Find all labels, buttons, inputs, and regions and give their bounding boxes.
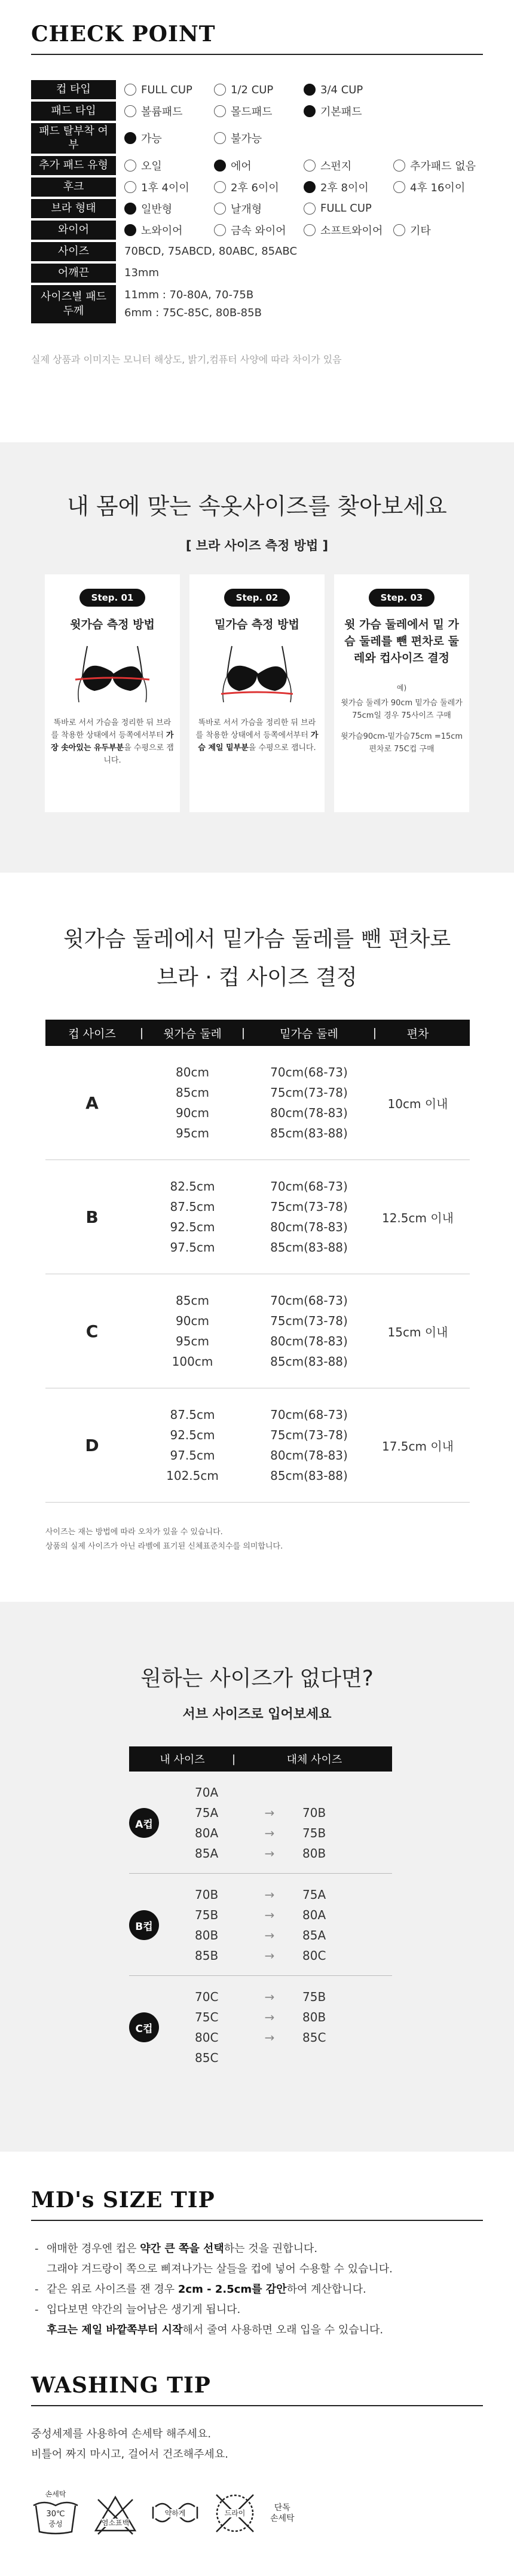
cup-badge: C컵: [129, 2012, 159, 2042]
size-chart-header: [45, 1020, 470, 1046]
alt-size-group: [129, 1772, 392, 1874]
size-chart-body: [45, 1046, 470, 1503]
under-bust-values: 70cm(68-73) 75cm(73-78) 80cm(78-83) 85cm(83-88): [270, 1065, 348, 1140]
size-note-1: 사이즈는 재는 방법에 따라 오차가 있을 수 있습니다.: [45, 1528, 223, 1537]
header-separator: |: [372, 1026, 377, 1039]
radio-unchecked-icon: [214, 132, 226, 144]
check-row-label: 브라 형태: [31, 199, 116, 218]
check-row-label: 추가 패드 유형: [31, 156, 116, 175]
check-row: [31, 264, 483, 283]
header-separator: |: [139, 1026, 144, 1039]
step-description: 똑바로 서서 가슴을 정리한 뒤 브라를 착용한 상태에서 등쪽에서부터 가슴 제일 밑부분을 수평으로 잽니다.: [195, 718, 319, 752]
md-tip-item-cont: 후크는 제일 바깥쪽부터 시작해서 줄여 사용하면 오래 입을 수 있습니다.: [47, 2324, 384, 2336]
radio-unchecked-icon: [124, 181, 136, 193]
size-chart-table: [45, 1020, 470, 1503]
cup-badge: B컵: [129, 1910, 159, 1940]
difference-value: 12.5cm 이내: [381, 1210, 454, 1225]
difference-value: 15cm 이내: [387, 1324, 448, 1339]
radio-checked-icon: [124, 132, 136, 144]
md-tip-item-cont: 그래야 겨드랑이 쪽으로 삐져나가는 살들을 컵에 넣어 수용할 수 있습니다.: [47, 2263, 393, 2275]
check-row-label: 사이즈: [31, 242, 116, 261]
check-option: 일반형: [124, 201, 214, 216]
check-option: 날개형: [214, 201, 304, 216]
step-card-1: [45, 574, 180, 812]
check-option: 3/4 CUP: [304, 84, 393, 96]
my-size-list: 70A 75A 80A 85A: [195, 1785, 219, 1861]
header-alt-size: 대체 사이즈: [286, 1754, 342, 1766]
check-option: 4후 16이이: [393, 179, 483, 195]
header-top-bust: 윗가슴 둘레: [163, 1027, 222, 1041]
alt-size-group: [129, 1976, 392, 2078]
check-row-label: 와이어: [31, 221, 116, 240]
hand-wash-30-icon: 손세탁 30℃ 중성: [31, 2489, 80, 2538]
radio-unchecked-icon: [393, 224, 405, 236]
header-cup-size: 컵 사이즈: [68, 1027, 116, 1041]
alt-size-list: 75A 80A 85A 80C: [302, 1887, 326, 1963]
size-chart-title-1: 윗가슴 둘레에서 밑가슴 둘레를 뺀 편차로: [63, 927, 451, 952]
title-divider: [31, 54, 483, 55]
step-badge: Step. 02: [224, 589, 290, 607]
header-under-bust: 밑가슴 둘레: [280, 1027, 338, 1041]
check-option: 오일: [124, 158, 214, 173]
arrow-right-icon: →: [264, 1928, 275, 1942]
check-row-label: 패드 타입: [31, 102, 116, 121]
alt-size-group: [129, 1874, 392, 1976]
radio-unchecked-icon: [214, 84, 226, 96]
radio-unchecked-icon: [124, 105, 136, 117]
measure-subtitle: [ 브라 사이즈 측정 방법 ]: [185, 539, 329, 553]
pad-thickness-value: 11mm : 70-80A, 70-75B 6mm : 75C-85C, 80B-85B: [124, 288, 262, 319]
step-badge: Step. 01: [79, 589, 146, 607]
top-bust-values: 80cm 85cm 90cm 95cm: [176, 1065, 209, 1140]
check-row: [31, 199, 483, 218]
step-card-2: [189, 574, 325, 812]
arrow-right-icon: →: [264, 1887, 275, 1902]
arrow-right-icon: [237, 1782, 302, 1803]
top-bust-values: 85cm 90cm 95cm 100cm: [172, 1293, 213, 1369]
under-bust-values: 70cm(68-73) 75cm(73-78) 80cm(78-83) 85cm(83-88): [270, 1293, 348, 1369]
alt-size-list: 70B 75B 80B: [302, 1806, 326, 1861]
check-option: 1후 4이이: [124, 179, 214, 195]
check-row: [31, 242, 483, 261]
radio-checked-icon: [124, 224, 136, 236]
check-row: [31, 178, 483, 197]
header-difference: 편차: [406, 1027, 429, 1041]
arrow-right-icons: [237, 1782, 302, 1864]
step-card-3: [334, 574, 469, 812]
alt-size-body: [129, 1772, 392, 2078]
step-example-1: 윗가슴 둘레가 90cm 밑가슴 둘레가 75cm일 경우 75사이즈 구매: [341, 699, 463, 720]
wash-separately-label: 단독 손세탁: [270, 2503, 295, 2523]
alt-size-list: 75B 80B 85C: [302, 1990, 326, 2045]
wash-line-1: 중성세제를 사용하여 손세탁 해주세요.: [31, 2428, 212, 2440]
under-bust-values: 70cm(68-73) 75cm(73-78) 80cm(78-83) 85cm(83-88): [270, 1408, 348, 1483]
my-size-list: 70C 75C 80C 85C: [195, 1990, 219, 2065]
radio-unchecked-icon: [124, 84, 136, 96]
size-chart-title-2: 브라 · 컵 사이즈 결정: [157, 965, 357, 990]
check-row-options: [116, 102, 483, 121]
header-separator: |: [241, 1026, 246, 1039]
check-option: FULL CUP: [124, 84, 214, 96]
header-my-size: 내 사이즈: [160, 1754, 205, 1766]
check-row-label: 사이즈별 패드 두께: [31, 285, 116, 323]
check-row-options: [116, 123, 483, 154]
size-group-row: [45, 1046, 470, 1160]
check-row-options: [116, 80, 483, 99]
arrow-right-icon: →: [264, 1806, 275, 1820]
check-option: 기타: [393, 222, 483, 238]
check-point-section: [0, 0, 514, 366]
arrow-right-icon: [237, 2048, 302, 2068]
check-option: 기본패드: [304, 103, 393, 119]
check-option: 볼륨패드: [124, 103, 214, 119]
arrow-right-icons: [237, 1884, 302, 1966]
size-value: 70BCD, 75ABCD, 80ABC, 85ABC: [124, 245, 298, 258]
size-chart-section: [0, 920, 514, 1554]
check-option: 2후 6이이: [214, 179, 304, 195]
size-note-2: 상품의 실제 사이즈가 아닌 라벨에 표기된 신체표준치수를 의미합니다.: [45, 1542, 283, 1551]
bra-top-measure-illustration: [71, 640, 154, 706]
check-row: [31, 156, 483, 175]
care-icons: [31, 2489, 483, 2538]
check-option: 1/2 CUP: [214, 84, 304, 96]
arrow-right-icon: →: [264, 2030, 275, 2045]
alt-size-title: 원하는 사이즈가 없다면?: [140, 1666, 374, 1691]
cup-letter: A: [85, 1093, 99, 1113]
size-group-row: [45, 1388, 470, 1503]
measure-section: [0, 442, 514, 873]
measure-title: 내 몸에 맞는 속옷사이즈를 찾아보세요: [67, 493, 447, 519]
arrow-right-icon: →: [264, 1948, 275, 1963]
md-tip-title: MD's SIZE TIP: [31, 2188, 215, 2213]
shoulder-value: 13mm: [124, 267, 159, 280]
measure-cards: [0, 574, 514, 812]
radio-unchecked-icon: [214, 203, 226, 215]
radio-unchecked-icon: [214, 105, 226, 117]
arrow-right-icon: →: [264, 1826, 275, 1840]
step-title: 윗 가슴 둘레에서 밑 가슴 둘레를 뺀 편차로 둘레와 컵사이즈 결정: [344, 618, 459, 665]
gentle-wring-icon: 약하게: [151, 2489, 200, 2538]
md-size-tip-section: [31, 2188, 483, 2341]
check-option: 소프트와이어: [304, 222, 393, 238]
radio-checked-icon: [214, 160, 226, 172]
alt-size-header: [129, 1746, 392, 1772]
radio-checked-icon: [304, 84, 316, 96]
check-option: 몰드패드: [214, 103, 304, 119]
header-separator: |: [231, 1752, 236, 1766]
check-point-table: [31, 78, 483, 326]
radio-checked-icon: [124, 203, 136, 215]
radio-checked-icon: [304, 181, 316, 193]
no-bleach-icon: 염소표백: [91, 2489, 140, 2538]
check-option: 2후 8이이: [304, 179, 393, 195]
top-bust-values: 87.5cm 92.5cm 97.5cm 102.5cm: [166, 1408, 219, 1483]
check-option: FULL CUP: [304, 201, 393, 216]
check-row: [31, 285, 483, 323]
my-size-list: 70B 75B 80B 85B: [195, 1887, 219, 1963]
radio-unchecked-icon: [304, 224, 316, 236]
check-option: 금속 와이어: [214, 222, 304, 238]
check-row-options: [116, 156, 483, 175]
check-row: [31, 80, 483, 99]
radio-unchecked-icon: [304, 160, 316, 172]
md-tip-list: [31, 2239, 483, 2341]
size-group-row: [45, 1274, 470, 1388]
arrow-right-icon: →: [264, 1846, 275, 1861]
radio-unchecked-icon: [124, 160, 136, 172]
check-row: [31, 102, 483, 121]
cup-letter: D: [85, 1435, 99, 1455]
arrow-right-icons: [237, 1987, 302, 2068]
check-option: 스펀지: [304, 158, 393, 173]
check-option: 노와이어: [124, 222, 214, 238]
check-option: 추가패드 없음: [393, 158, 483, 173]
check-option: 불가능: [214, 130, 304, 146]
size-chart-notes: [45, 1525, 514, 1554]
no-dry-clean-icon: 드라이: [210, 2489, 259, 2538]
size-group-row: [45, 1160, 470, 1274]
arrow-right-icon: →: [264, 2010, 275, 2024]
wash-line-2: 비틀어 짜지 마시고, 걸어서 건조해주세요.: [31, 2448, 228, 2461]
washing-instructions: [31, 2424, 483, 2465]
under-bust-values: 70cm(68-73) 75cm(73-78) 80cm(78-83) 85cm(83-88): [270, 1179, 348, 1255]
step-title: 윗가슴 측정 방법: [70, 618, 155, 631]
title-divider: [31, 2405, 483, 2406]
alt-size-subtitle: 서브 사이즈로 입어보세요: [182, 1707, 332, 1722]
title-divider: [31, 2220, 483, 2221]
md-tip-item: - 입다보면 약간의 늘어남은 생기게 됩니다.: [31, 2300, 483, 2320]
cup-badge: A컵: [129, 1808, 159, 1838]
radio-unchecked-icon: [214, 181, 226, 193]
check-row-options: [116, 221, 483, 240]
md-tip-item: - 애매한 경우엔 컵은 약간 큰 쪽을 선택하는 것을 권합니다.: [31, 2239, 483, 2259]
washing-tip-title: WASHING TIP: [31, 2373, 211, 2398]
check-row-options: [116, 199, 483, 218]
disclaimer-text: 실제 상품과 이미지는 모니터 해상도, 밝기,컴퓨터 사양에 따라 차이가 있음: [31, 353, 342, 365]
radio-unchecked-icon: [393, 160, 405, 172]
step-description: 똑바로 서서 가슴을 정리한 뒤 브라를 착용한 상태에서 등쪽에서부터 가장 솟아있는 유두부분을 수평으로 잽니다.: [51, 718, 174, 765]
bra-under-measure-illustration: [215, 640, 299, 706]
check-row-label: 후크: [31, 178, 116, 197]
check-row-options: [116, 178, 483, 197]
difference-value: 17.5cm 이내: [381, 1439, 454, 1454]
step-example-label: 예): [396, 684, 407, 692]
alt-size-table: [129, 1746, 392, 2078]
check-option: 가능: [124, 130, 214, 146]
top-bust-values: 82.5cm 87.5cm 92.5cm 97.5cm: [170, 1179, 215, 1255]
radio-unchecked-icon: [304, 203, 316, 215]
alternative-size-section: [0, 1602, 514, 2152]
md-tip-item: - 같은 위로 사이즈를 잰 경우 2cm - 2.5cm를 감안하여 계산합니다.: [31, 2280, 483, 2300]
radio-unchecked-icon: [214, 224, 226, 236]
check-row: [31, 123, 483, 154]
cup-letter: C: [85, 1321, 99, 1341]
check-row: [31, 221, 483, 240]
check-row-label: 패드 탈부착 여부: [31, 123, 116, 154]
washing-tip-section: [31, 2373, 483, 2538]
cup-letter: B: [85, 1207, 99, 1227]
check-row-label: 컵 타입: [31, 80, 116, 99]
check-point-title: CHECK POINT: [31, 22, 216, 47]
step-title: 밑가슴 측정 방법: [215, 618, 299, 631]
radio-unchecked-icon: [393, 181, 405, 193]
radio-checked-icon: [304, 105, 316, 117]
arrow-right-icon: →: [264, 1990, 275, 2004]
check-option: 에어: [214, 158, 304, 173]
step-badge: Step. 03: [369, 589, 435, 607]
check-row-label: 어깨끈: [31, 264, 116, 283]
difference-value: 10cm 이내: [387, 1096, 448, 1111]
step-example-2: 윗가슴90cm-밑가슴75cm =15cm 편차로 75C컵 구매: [340, 732, 463, 754]
arrow-right-icon: →: [264, 1908, 275, 1922]
